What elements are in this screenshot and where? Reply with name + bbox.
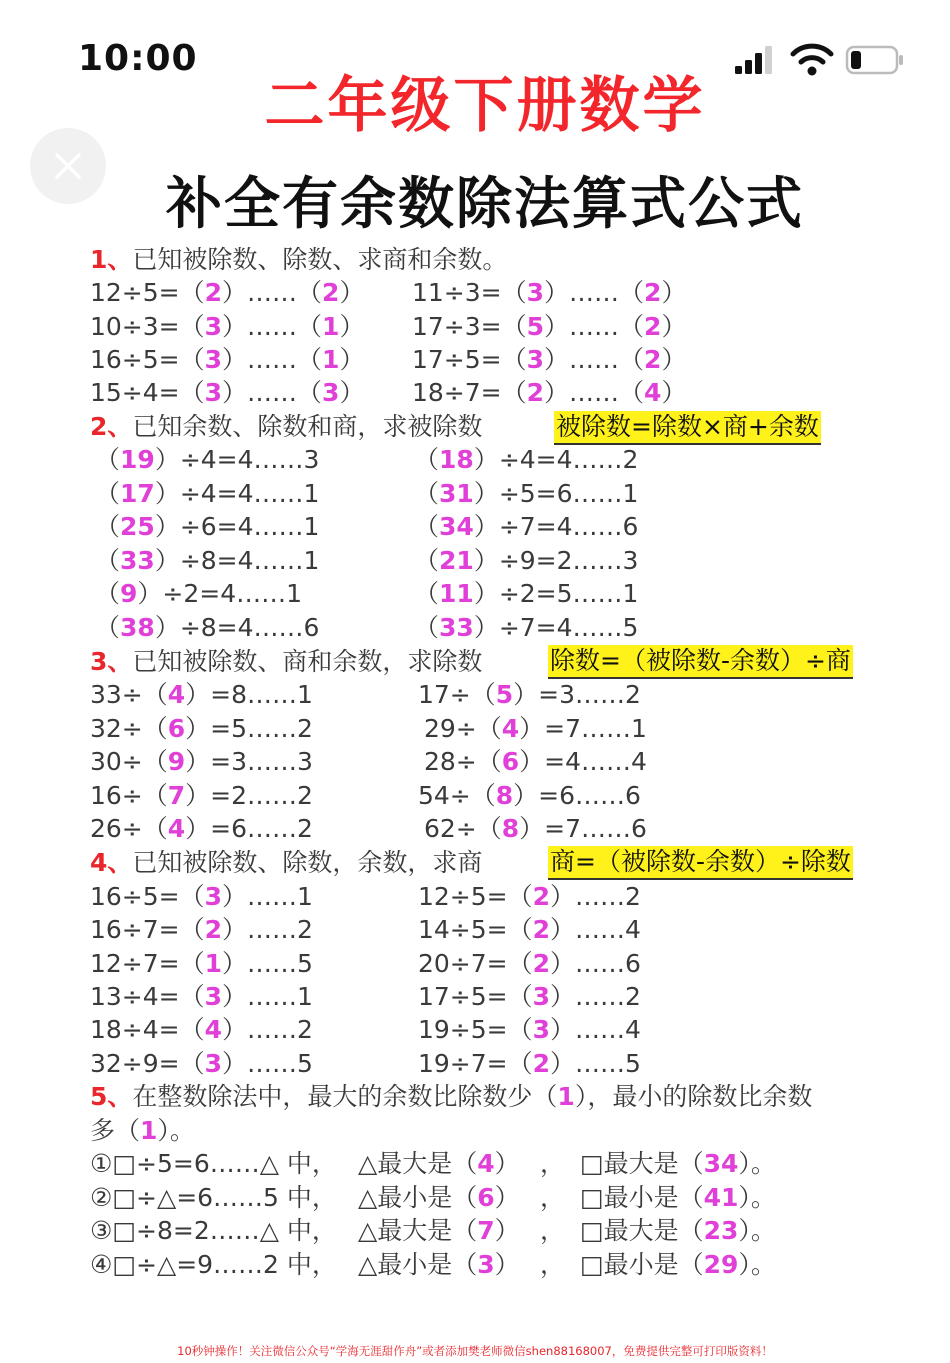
answer: 3 xyxy=(204,882,223,911)
eq-text: ）……4 xyxy=(550,915,641,944)
answer: 11 xyxy=(439,579,474,608)
eq-text: △最大是（ xyxy=(358,1216,478,1245)
answer: 21 xyxy=(439,546,474,575)
exercise-row xyxy=(90,812,313,846)
eq-text: 20÷7=（ xyxy=(418,949,533,978)
eq-text: ）=5……2 xyxy=(185,714,313,743)
section-number: 4、 xyxy=(90,848,133,877)
section-number: 5、 xyxy=(90,1082,133,1111)
answer: 8 xyxy=(495,781,514,810)
eq-text: ）……（ xyxy=(544,378,645,407)
eq-text: △最小是（ xyxy=(358,1183,478,1212)
eq-text: △最大是（ xyxy=(358,1149,478,1178)
section-1-heading xyxy=(90,243,507,277)
eq-text: ）=8……1 xyxy=(185,680,313,709)
exercise-row xyxy=(90,947,313,981)
answer: 25 xyxy=(120,512,155,541)
exercise-row xyxy=(418,913,641,947)
answer: 2 xyxy=(644,312,662,341)
eq-text: 13÷4=（ xyxy=(90,982,205,1011)
answer: 3 xyxy=(204,1049,223,1078)
exercise-row xyxy=(418,980,641,1014)
answer: 6 xyxy=(501,747,520,776)
eq-text: ）……5 xyxy=(222,1049,313,1078)
eq-text: ）=7……6 xyxy=(519,814,647,843)
exercise-row xyxy=(414,443,638,477)
answer: 1 xyxy=(557,1082,575,1111)
eq-text: （ xyxy=(414,512,440,541)
eq-text: ）÷4=4……2 xyxy=(473,445,639,474)
answer: 2 xyxy=(644,345,662,374)
eq-text: ） xyxy=(661,312,687,341)
eq-text: （ xyxy=(414,445,440,474)
answer: 3 xyxy=(526,345,545,374)
s5-answer-b xyxy=(580,1147,776,1181)
answer: 23 xyxy=(703,1216,739,1245)
exercise-row xyxy=(412,310,686,344)
answer: 5 xyxy=(495,680,514,709)
answer: 3 xyxy=(204,982,223,1011)
page-subtitle: 补全有余数除法算式公式 xyxy=(166,172,804,237)
answer: 3 xyxy=(204,312,223,341)
page-title: 二年级下册数学 xyxy=(264,71,706,141)
answer: 4 xyxy=(167,814,186,843)
exercise-row xyxy=(90,880,313,914)
answer: 6 xyxy=(167,714,186,743)
answer: 31 xyxy=(439,479,474,508)
exercise-row xyxy=(90,1013,313,1047)
eq-text: ）……2 xyxy=(550,882,641,911)
eq-text: ）=2……2 xyxy=(185,781,313,810)
section-text: ），最小的除数比余数 xyxy=(574,1082,813,1111)
exercise-row xyxy=(90,376,364,410)
eq-text: ）……（ xyxy=(544,345,645,374)
exercise-row xyxy=(90,678,313,712)
s5-question: ④□÷△=9……2 中， xyxy=(90,1250,337,1279)
eq-text: ） xyxy=(494,1216,520,1245)
answer: 2 xyxy=(526,378,545,407)
exercise-row xyxy=(95,544,319,578)
eq-text: 12÷5=（ xyxy=(418,882,533,911)
eq-text: 26÷（ xyxy=(90,814,168,843)
eq-text: ）÷8=4……6 xyxy=(154,613,320,642)
eq-text: ）……4 xyxy=(550,1015,641,1044)
answer: 4 xyxy=(477,1149,495,1178)
eq-text: ）÷2=4……1 xyxy=(137,579,303,608)
exercise-row xyxy=(414,510,638,544)
exercise-row xyxy=(90,310,364,344)
eq-text: ）……2 xyxy=(222,915,313,944)
eq-text: 18÷7=（ xyxy=(412,378,527,407)
s5-answer-a xyxy=(358,1181,520,1215)
answer: 4 xyxy=(204,1015,223,1044)
section-text: 已知被除数、除数、求商和余数。 xyxy=(132,245,508,274)
eq-text: ）。 xyxy=(738,1183,776,1212)
answer: 2 xyxy=(644,278,662,307)
eq-text: ）。 xyxy=(738,1250,776,1279)
eq-text: （ xyxy=(95,579,121,608)
s5-answer-b xyxy=(580,1248,776,1282)
eq-text: ） xyxy=(661,278,687,307)
section-text: ）。 xyxy=(157,1116,195,1145)
exercise-row xyxy=(90,276,364,310)
eq-text: ） xyxy=(339,278,365,307)
exercise-row xyxy=(424,712,647,746)
eq-text: ） xyxy=(661,345,687,374)
answer: 2 xyxy=(532,882,551,911)
section-number: 2、 xyxy=(90,412,133,441)
eq-text: □最大是（ xyxy=(580,1216,704,1245)
answer: 3 xyxy=(526,278,545,307)
answer: 3 xyxy=(204,345,223,374)
answer: 4 xyxy=(167,680,186,709)
eq-text: 32÷9=（ xyxy=(90,1049,205,1078)
exercise-row xyxy=(95,577,302,611)
exercise-row xyxy=(418,779,641,813)
eq-text: 12÷7=（ xyxy=(90,949,205,978)
answer: 7 xyxy=(167,781,186,810)
answer: 19 xyxy=(120,445,155,474)
answer: 2 xyxy=(532,915,551,944)
exercise-row xyxy=(90,980,313,1014)
eq-text: ）……（ xyxy=(544,278,645,307)
answer: 1 xyxy=(204,949,223,978)
exercise-row xyxy=(90,1047,313,1081)
answer: 1 xyxy=(140,1116,158,1145)
eq-text: ）÷4=4……1 xyxy=(154,479,320,508)
section-text: 在整数除法中，最大的余数比除数少（ xyxy=(132,1082,558,1111)
exercise-row xyxy=(90,779,313,813)
answer: 33 xyxy=(439,613,474,642)
eq-text: ） xyxy=(339,345,365,374)
answer: 17 xyxy=(120,479,155,508)
section-text: 多（ xyxy=(90,1116,141,1145)
section-number: 3、 xyxy=(90,647,133,676)
eq-text: （ xyxy=(414,613,440,642)
section-text: 已知余数、除数和商，求被除数 xyxy=(132,412,483,441)
eq-text: △最小是（ xyxy=(358,1250,478,1279)
answer: 3 xyxy=(477,1250,495,1279)
eq-text: 11÷3=（ xyxy=(412,278,527,307)
eq-text: （ xyxy=(95,445,121,474)
eq-text: ）……5 xyxy=(222,949,313,978)
answer: 1 xyxy=(322,312,340,341)
eq-text: 30÷（ xyxy=(90,747,168,776)
exercise-row xyxy=(412,343,686,377)
exercise-row xyxy=(95,477,319,511)
answer: 7 xyxy=(477,1216,495,1245)
exercise-row xyxy=(95,443,319,477)
eq-text: 28÷（ xyxy=(424,747,502,776)
answer: 3 xyxy=(532,982,551,1011)
eq-text: 17÷（ xyxy=(418,680,496,709)
eq-text: ）=7……1 xyxy=(519,714,647,743)
eq-text: ）=3……3 xyxy=(185,747,313,776)
formula-highlight: 除数=（被除数-余数）÷商 xyxy=(548,645,853,679)
eq-text: 15÷4=（ xyxy=(90,378,205,407)
eq-text: ）=4……4 xyxy=(519,747,647,776)
section-text: 已知被除数、商和余数，求除数 xyxy=(132,647,483,676)
eq-text: （ xyxy=(414,479,440,508)
s5-answer-a xyxy=(358,1248,520,1282)
footer-notice: 10秒钟操作！关注微信公众号“学海无涯甜作舟”或者添加樊老师微信shen88168007，免费提供完整可打印版资料！ xyxy=(177,1344,773,1358)
separator: ， xyxy=(540,1183,566,1212)
eq-text: 14÷5=（ xyxy=(418,915,533,944)
eq-text: ）=6……2 xyxy=(185,814,313,843)
answer: 5 xyxy=(526,312,545,341)
formula-highlight: 被除数=除数×商+余数 xyxy=(554,411,821,445)
answer: 6 xyxy=(477,1183,495,1212)
answer: 2 xyxy=(532,949,551,978)
eq-text: （ xyxy=(414,579,440,608)
eq-text: 62÷（ xyxy=(424,814,502,843)
eq-text: 29÷（ xyxy=(424,714,502,743)
eq-text: ） xyxy=(494,1183,520,1212)
s5-answer-b xyxy=(580,1214,776,1248)
answer: 3 xyxy=(204,378,223,407)
eq-text: ）……1 xyxy=(222,982,313,1011)
exercise-row xyxy=(418,1013,641,1047)
separator: ， xyxy=(540,1250,566,1279)
answer: 2 xyxy=(204,915,223,944)
answer: 2 xyxy=(322,278,340,307)
eq-text: （ xyxy=(95,479,121,508)
eq-text: 18÷4=（ xyxy=(90,1015,205,1044)
eq-text: ）=6……6 xyxy=(513,781,641,810)
section-4-heading xyxy=(90,846,482,880)
eq-text: ）……6 xyxy=(550,949,641,978)
section-text: 已知被除数、除数，余数，求商 xyxy=(132,848,483,877)
eq-text: 17÷5=（ xyxy=(412,345,527,374)
eq-text: ）……（ xyxy=(222,278,323,307)
section-2-heading xyxy=(90,410,482,444)
eq-text: ）……2 xyxy=(550,982,641,1011)
exercise-row xyxy=(95,611,319,645)
eq-text: ）=3……2 xyxy=(513,680,641,709)
separator: ， xyxy=(540,1149,566,1178)
exercise-row xyxy=(90,343,364,377)
exercise-row xyxy=(90,745,313,779)
section-number: 1、 xyxy=(90,245,133,274)
s5-answer-a xyxy=(358,1147,520,1181)
exercise-row xyxy=(418,880,641,914)
s5-question: ③□÷8=2……△ 中， xyxy=(90,1216,337,1245)
eq-text: ）÷7=4……6 xyxy=(473,512,639,541)
exercise-row xyxy=(424,745,647,779)
answer: 3 xyxy=(532,1015,551,1044)
eq-text: ）……1 xyxy=(222,882,313,911)
answer: 34 xyxy=(439,512,474,541)
eq-text: （ xyxy=(414,546,440,575)
s5-answer-b xyxy=(580,1181,776,1215)
answer: 3 xyxy=(322,378,340,407)
eq-text: ）……2 xyxy=(222,1015,313,1044)
eq-text: 12÷5=（ xyxy=(90,278,205,307)
eq-text: ）÷6=4……1 xyxy=(154,512,320,541)
eq-text: ）。 xyxy=(738,1216,776,1245)
answer: 4 xyxy=(644,378,662,407)
exercise-row xyxy=(414,611,638,645)
exercise-row xyxy=(414,577,638,611)
answer: 2 xyxy=(204,278,223,307)
exercise-row xyxy=(412,276,686,310)
answer: 9 xyxy=(167,747,186,776)
eq-text: 16÷7=（ xyxy=(90,915,205,944)
section-5-heading xyxy=(90,1080,812,1114)
section-3-heading xyxy=(90,645,482,679)
s5-question: ①□÷5=6……△ 中， xyxy=(90,1149,337,1178)
exercise-row xyxy=(95,510,319,544)
exercise-row xyxy=(424,812,647,846)
exercise-row xyxy=(418,1047,641,1081)
eq-text: ） xyxy=(494,1149,520,1178)
eq-text: 16÷5=（ xyxy=(90,882,205,911)
eq-text: 33÷（ xyxy=(90,680,168,709)
exercise-row xyxy=(414,477,638,511)
exercise-row xyxy=(418,947,641,981)
exercise-row xyxy=(90,913,313,947)
eq-text: 10÷3=（ xyxy=(90,312,205,341)
eq-text: （ xyxy=(95,613,121,642)
eq-text: 19÷7=（ xyxy=(418,1049,533,1078)
exercise-row xyxy=(418,678,641,712)
eq-text: □最小是（ xyxy=(580,1250,704,1279)
answer: 1 xyxy=(322,345,340,374)
eq-text: ）÷9=2……3 xyxy=(473,546,639,575)
eq-text: ） xyxy=(339,312,365,341)
exercise-row xyxy=(414,544,638,578)
eq-text: 16÷（ xyxy=(90,781,168,810)
eq-text: ） xyxy=(494,1250,520,1279)
answer: 33 xyxy=(120,546,155,575)
eq-text: ）……（ xyxy=(222,345,323,374)
eq-text: ）……（ xyxy=(222,378,323,407)
exercise-row xyxy=(90,712,313,746)
answer: 9 xyxy=(120,579,138,608)
eq-text: ）÷2=5……1 xyxy=(473,579,639,608)
status-time: 10:00 xyxy=(78,38,198,79)
eq-text: ） xyxy=(661,378,687,407)
eq-text: □最小是（ xyxy=(580,1183,704,1212)
eq-text: ）÷4=4……3 xyxy=(154,445,320,474)
eq-text: ）……（ xyxy=(222,312,323,341)
eq-text: ）÷8=4……1 xyxy=(154,546,320,575)
answer: 38 xyxy=(120,613,155,642)
eq-text: 19÷5=（ xyxy=(418,1015,533,1044)
answer: 34 xyxy=(703,1149,739,1178)
answer: 8 xyxy=(501,814,520,843)
eq-text: ）÷7=4……5 xyxy=(473,613,639,642)
eq-text: ）÷5=6……1 xyxy=(473,479,639,508)
s5-answer-a xyxy=(358,1214,520,1248)
eq-text: ）……（ xyxy=(544,312,645,341)
eq-text: 17÷3=（ xyxy=(412,312,527,341)
formula-highlight: 商=（被除数-余数）÷除数 xyxy=(548,846,853,880)
separator: ， xyxy=(540,1216,566,1245)
s5-question: ②□÷△=6……5 中， xyxy=(90,1183,337,1212)
eq-text: ） xyxy=(339,378,365,407)
section-5-heading-cont xyxy=(90,1114,195,1148)
eq-text: 54÷（ xyxy=(418,781,496,810)
eq-text: 17÷5=（ xyxy=(418,982,533,1011)
answer: 2 xyxy=(532,1049,551,1078)
eq-text: （ xyxy=(95,546,121,575)
answer: 4 xyxy=(501,714,520,743)
exercise-row xyxy=(412,376,686,410)
eq-text: 16÷5=（ xyxy=(90,345,205,374)
answer: 29 xyxy=(703,1250,739,1279)
eq-text: （ xyxy=(95,512,121,541)
eq-text: 32÷（ xyxy=(90,714,168,743)
eq-text: ）。 xyxy=(738,1149,776,1178)
eq-text: □最大是（ xyxy=(580,1149,704,1178)
eq-text: ）……5 xyxy=(550,1049,641,1078)
answer: 18 xyxy=(439,445,474,474)
answer: 41 xyxy=(703,1183,739,1212)
